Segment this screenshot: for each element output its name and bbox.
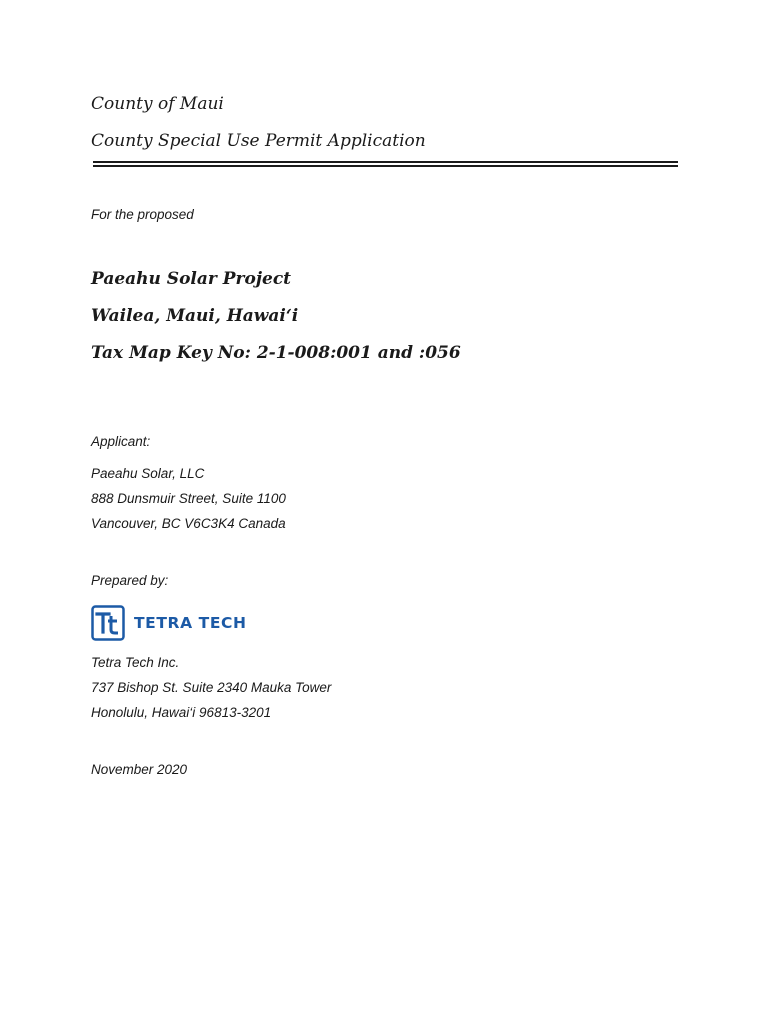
- title-rule-bottom: [93, 165, 678, 167]
- preparer-name: Tetra Tech Inc.: [91, 655, 180, 670]
- project-location: Wailea, Maui, Hawai‘i: [91, 306, 299, 326]
- tax-map-key: Tax Map Key No: 2-1-008:001 and :056: [91, 343, 461, 363]
- prepared-by-label: Prepared by:: [91, 573, 169, 588]
- tetra-tech-logo-icon: [91, 605, 125, 641]
- project-name: Paeahu Solar Project: [91, 269, 292, 289]
- intro-text: For the proposed: [91, 207, 194, 222]
- applicant-name: Paeahu Solar, LLC: [91, 466, 205, 481]
- preparer-address-line1: 737 Bishop St. Suite 2340 Mauka Tower: [91, 680, 332, 695]
- preparer-address-line2: Honolulu, Hawai‘i 96813-3201: [91, 705, 272, 720]
- tetra-tech-logo: [91, 603, 247, 643]
- applicant-address-line1: 888 Dunsmuir Street, Suite 1100: [91, 491, 286, 506]
- applicant-label: Applicant:: [91, 434, 151, 449]
- title-rule-top: [93, 161, 678, 163]
- tetra-tech-logo-text: TETRA TECH: [134, 614, 247, 632]
- application-title: County Special Use Permit Application: [91, 131, 426, 151]
- applicant-address-line2: Vancouver, BC V6C3K4 Canada: [91, 516, 286, 531]
- document-date: November 2020: [91, 762, 188, 777]
- county-title: County of Maui: [91, 94, 224, 114]
